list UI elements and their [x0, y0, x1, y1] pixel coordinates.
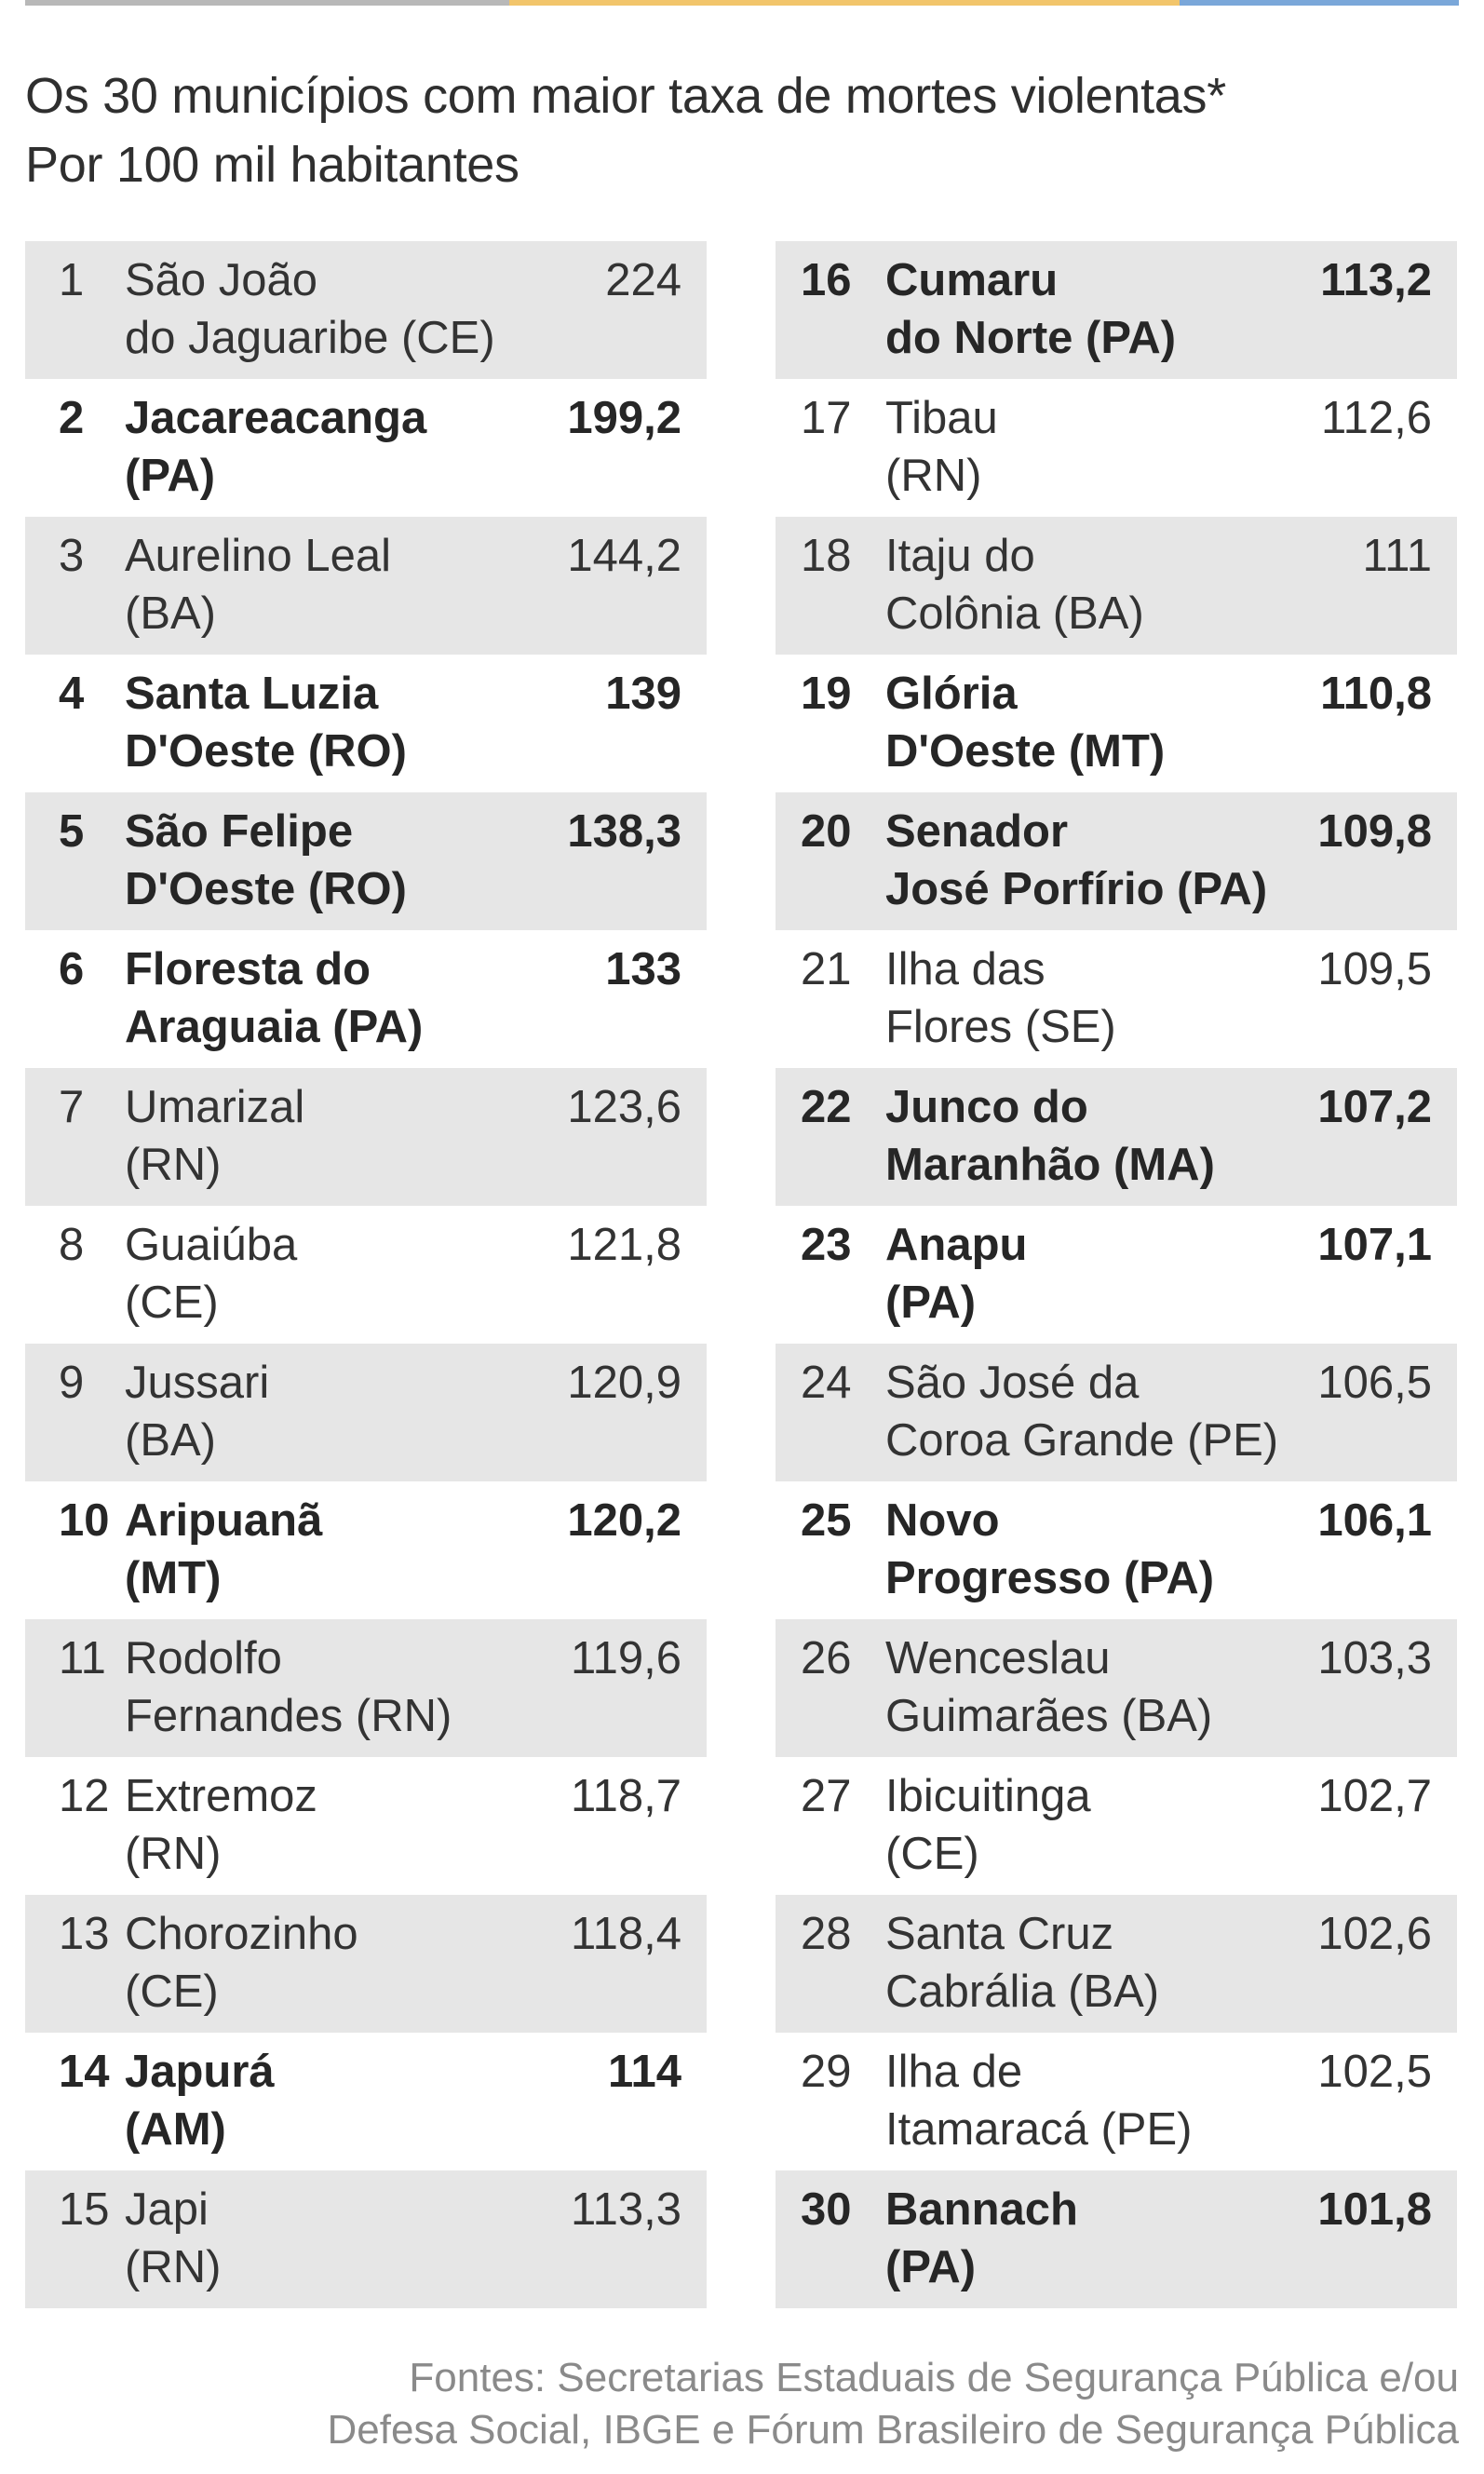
rate-value: 109,8: [1317, 806, 1432, 857]
rank-number: 13: [59, 1909, 110, 1959]
municipality-name: São José da Coroa Grande (PE): [885, 1358, 1279, 1466]
rank-number: 18: [801, 531, 852, 581]
rate-value: 224: [605, 255, 681, 305]
rank-number: 5: [59, 806, 85, 857]
municipality-name: Ilha das Flores (SE): [885, 944, 1116, 1052]
table-row: [25, 1206, 707, 1344]
rate-value: 120,9: [567, 1358, 681, 1408]
table-row: [25, 517, 707, 655]
rate-value: 199,2: [567, 393, 681, 443]
rank-number: 4: [59, 669, 85, 719]
rate-value: 114: [607, 2047, 681, 2097]
municipality-name: Ibicuitinga (CE): [885, 1771, 1091, 1879]
municipality-name: Ilha de Itamaracá (PE): [885, 2047, 1193, 2155]
table-row: [25, 1757, 707, 1895]
rank-number: 20: [801, 806, 852, 857]
municipality-name: Jussari (BA): [125, 1358, 270, 1466]
rate-value: 112,6: [1321, 393, 1432, 443]
municipality-name: Bannach (PA): [885, 2184, 1078, 2292]
table-row: [776, 1068, 1457, 1206]
rank-number: 25: [801, 1495, 852, 1546]
rank-number: 23: [801, 1220, 852, 1270]
chart-title: Os 30 municípios com maior taxa de mortes violentas* Por 100 mil habitantes: [25, 68, 1226, 193]
rate-value: 144,2: [567, 531, 681, 581]
table-row: [25, 1068, 707, 1206]
rate-value: 107,1: [1317, 1220, 1432, 1270]
table-row: [776, 792, 1457, 930]
table-row: [776, 1206, 1457, 1344]
rate-value: 107,2: [1317, 1082, 1432, 1132]
rate-value: 118,7: [571, 1771, 681, 1821]
rate-value: 109,5: [1317, 944, 1432, 994]
rank-number: 24: [801, 1358, 852, 1408]
municipality-name: Senador José Porfírio (PA): [885, 806, 1268, 914]
rank-number: 29: [801, 2047, 852, 2097]
rate-value: 121,8: [567, 1220, 681, 1270]
table-row: [25, 1481, 707, 1619]
municipality-name: Tibau (RN): [885, 393, 998, 501]
rank-number: 10: [59, 1495, 110, 1546]
rate-value: 111: [1362, 531, 1432, 581]
rank-number: 11: [59, 1633, 106, 1683]
rank-number: 12: [59, 1771, 110, 1821]
table-row: [776, 930, 1457, 1068]
rate-value: 123,6: [567, 1082, 681, 1132]
table-row: [776, 1344, 1457, 1481]
table-row: [25, 792, 707, 930]
rate-value: 119,6: [571, 1633, 681, 1683]
rank-number: 1: [59, 255, 85, 305]
table-row: [25, 2033, 707, 2170]
rate-value: 101,8: [1317, 2184, 1432, 2235]
municipality-name: Umarizal (RN): [125, 1082, 305, 1190]
rate-value: 102,7: [1317, 1771, 1432, 1821]
municipality-name: Cumaru do Norte (PA): [885, 255, 1177, 363]
table-row: [776, 1619, 1457, 1757]
municipality-name: São Felipe D'Oeste (RO): [125, 806, 407, 914]
table-row: [25, 655, 707, 792]
rank-number: 19: [801, 669, 852, 719]
rate-value: 110,8: [1320, 669, 1432, 719]
rank-number: 7: [59, 1082, 85, 1132]
rank-number: 14: [59, 2047, 110, 2097]
rate-value: 120,2: [567, 1495, 681, 1546]
rate-value: 102,5: [1317, 2047, 1432, 2097]
table-row: [776, 241, 1457, 379]
rank-number: 3: [59, 531, 85, 581]
table-row: [25, 241, 707, 379]
table-row: [25, 1895, 707, 2033]
rank-number: 9: [59, 1358, 85, 1408]
municipality-name: Junco do Maranhão (MA): [885, 1082, 1215, 1190]
table-row: [25, 2170, 707, 2308]
table-row: [25, 1344, 707, 1481]
rank-number: 16: [801, 255, 852, 305]
rank-number: 28: [801, 1909, 852, 1959]
municipality-name: Floresta do Araguaia (PA): [125, 944, 424, 1052]
rank-number: 22: [801, 1082, 852, 1132]
rank-number: 15: [59, 2184, 110, 2235]
table-row: [776, 2033, 1457, 2170]
rate-value: 138,3: [567, 806, 681, 857]
municipality-name: Aripuanã (MT): [125, 1495, 323, 1603]
ranking-column-right: [776, 241, 1457, 2308]
table-row: [776, 2170, 1457, 2308]
rate-value: 106,1: [1317, 1495, 1432, 1546]
municipality-name: Aurelino Leal (BA): [125, 531, 392, 639]
rank-number: 30: [801, 2184, 852, 2235]
rank-number: 2: [59, 393, 85, 443]
rank-number: 26: [801, 1633, 852, 1683]
municipality-name: Rodolfo Fernandes (RN): [125, 1633, 452, 1741]
municipality-name: Glória D'Oeste (MT): [885, 669, 1166, 777]
rate-value: 102,6: [1317, 1909, 1432, 1959]
rate-value: 113,3: [571, 2184, 681, 2235]
header-bar-segment-gray: [25, 0, 509, 6]
rank-number: 27: [801, 1771, 852, 1821]
table-row: [776, 655, 1457, 792]
table-row: [25, 379, 707, 517]
municipality-name: Extremoz (RN): [125, 1771, 317, 1879]
header-bar-segment-yellow: [509, 0, 1180, 6]
municipality-name: Wenceslau Guimarães (BA): [885, 1633, 1213, 1741]
rate-value: 118,4: [571, 1909, 681, 1959]
table-row: [25, 1619, 707, 1757]
rate-value: 113,2: [1320, 255, 1432, 305]
municipality-name: Guaiúba (CE): [125, 1220, 298, 1328]
table-row: [776, 1895, 1457, 2033]
municipality-name: Novo Progresso (PA): [885, 1495, 1215, 1603]
rank-number: 17: [801, 393, 852, 443]
municipality-name: Santa Cruz Cabrália (BA): [885, 1909, 1160, 2017]
rank-number: 8: [59, 1220, 85, 1270]
header-color-bar: [25, 0, 1459, 6]
table-row: [25, 930, 707, 1068]
table-row: [776, 379, 1457, 517]
table-row: [776, 1757, 1457, 1895]
rate-value: 103,3: [1317, 1633, 1432, 1683]
municipality-name: Santa Luzia D'Oeste (RO): [125, 669, 407, 777]
rank-number: 6: [59, 944, 85, 994]
municipality-name: Itaju do Colônia (BA): [885, 531, 1144, 639]
municipality-name: Jacareacanga (PA): [125, 393, 427, 501]
municipality-name: Anapu (PA): [885, 1220, 1028, 1328]
rate-value: 133: [605, 944, 681, 994]
rank-number: 21: [801, 944, 852, 994]
municipality-name: São João do Jaguaribe (CE): [125, 255, 495, 363]
municipality-name: Chorozinho (CE): [125, 1909, 358, 2017]
rate-value: 106,5: [1317, 1358, 1432, 1408]
table-row: [776, 1481, 1457, 1619]
source-note: Fontes: Secretarias Estaduais de Segurança Pública e/ou Defesa Social, IBGE e Fórum Brasileiro de Segurança Pública: [327, 2355, 1459, 2453]
ranking-column-left: [25, 241, 707, 2308]
header-bar-segment-blue: [1180, 0, 1459, 6]
rate-value: 139: [605, 669, 681, 719]
municipality-name: Japurá (AM): [125, 2047, 275, 2155]
municipality-name: Japi (RN): [125, 2184, 222, 2292]
table-row: [776, 517, 1457, 655]
